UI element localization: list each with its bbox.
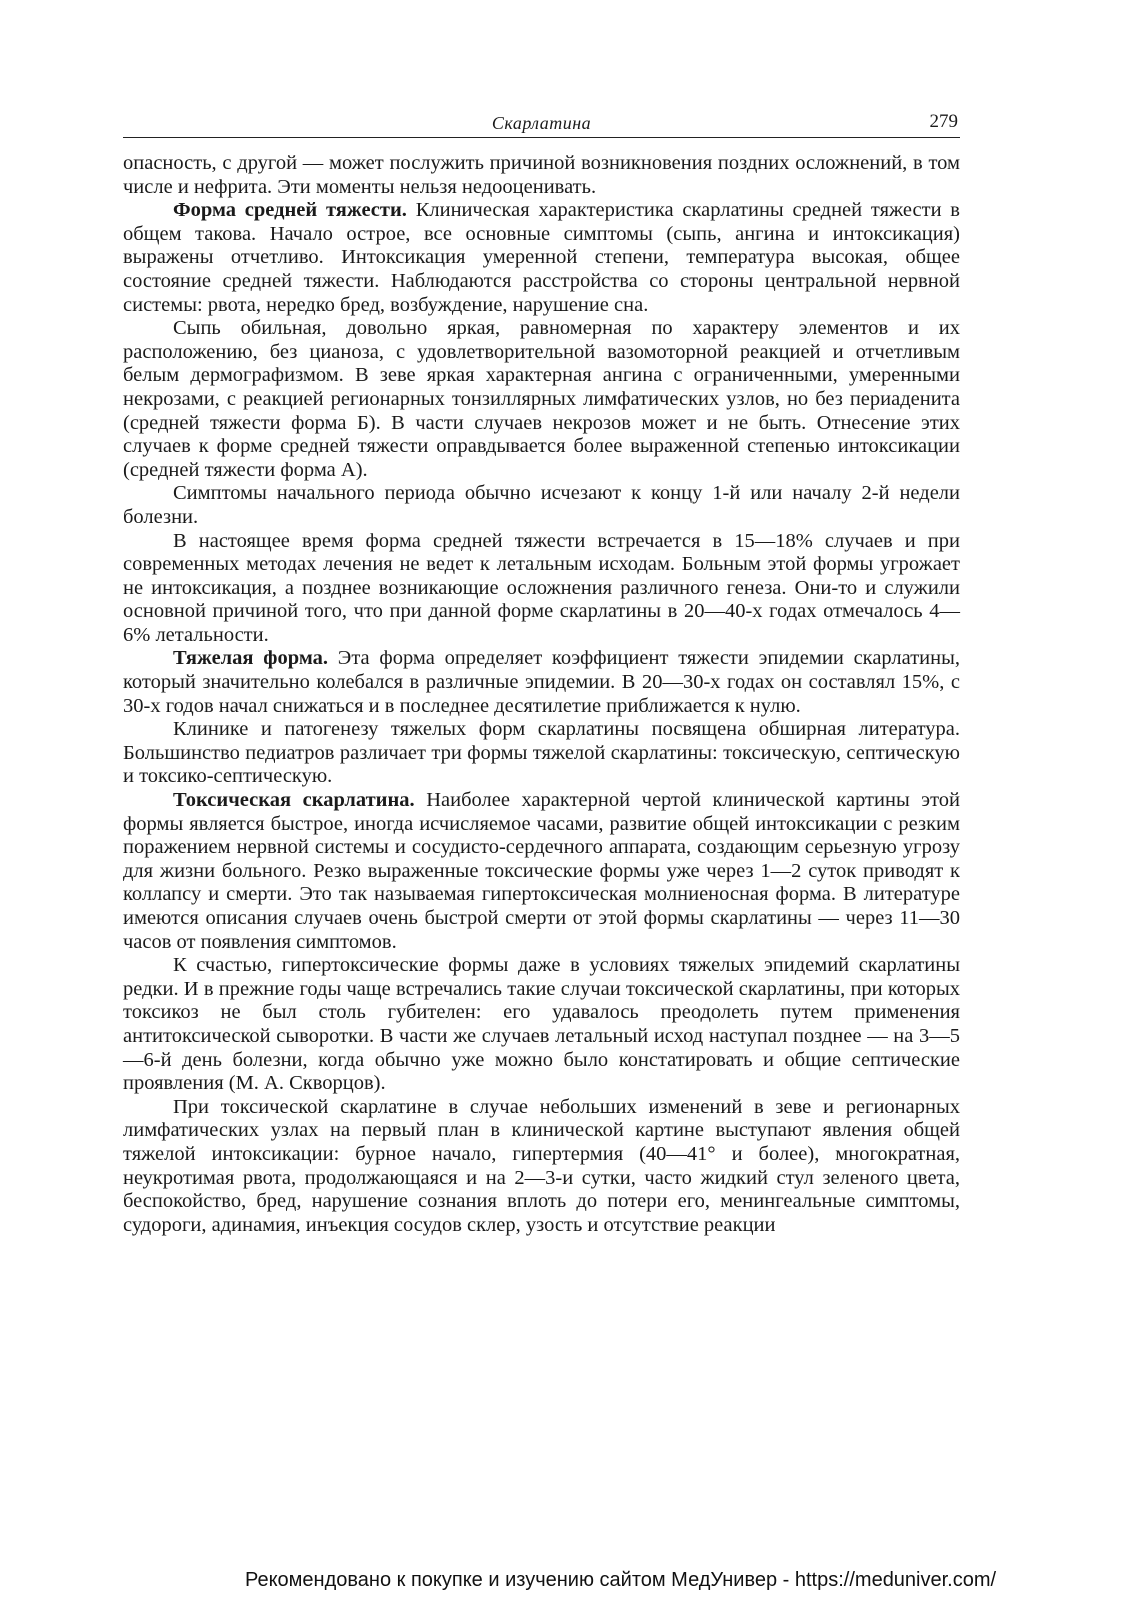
paragraph-text: Симптомы начального периода обычно исчезают к концу 1-й или началу 2-й недели болезни. [123, 482, 960, 528]
paragraph [123, 199, 960, 317]
paragraph-text: К счастью, гипертоксические формы даже в условиях тяжелых эпидемий скарлатины редки. И в прежние годы чаще встречались такие случаи токсической скарлатины, при которых токсикоз не был столь губителен: его удавалось преодолеть путем применения антитоксической сыворотки. В части же случаев летальный исход наступал позднее — на 3—5—6-й день болезни, когда обычно уже можно было констатировать и общие септические проявления (М. А. Скворцов). [123, 954, 960, 1095]
paragraph-text: опасность, с другой — может послужить причиной возникновения поздних осложнений, в том числе и нефрита. Эти моменты нельзя недооценивать. [123, 152, 960, 198]
section-heading: Форма средней тяжести. [173, 199, 407, 222]
footer-note-text: Рекомендовано к покупке и изучению сайтом МедУнивер - [245, 1569, 795, 1591]
paragraph [123, 718, 960, 789]
paragraph-text: При токсической скарлатине в случае небольших изменений в зеве и регионарных лимфатических узлах на первый план в клинической картине выступают явления общей тяжелой интоксикации: бурное начало, гипертермия (40—41° и более), многократная, неукротимая рвота, продолжающаяся и на 2—3-и сутки, часто жидкий стул зеленого цвета, беспокойство, бред, нарушение сознания вплоть до потери его, менингеальные симптомы, судороги, адинамия, инъекция сосудов склер, узость и отсутствие реакции [123, 1095, 960, 1236]
footer-link[interactable]: https://meduniver.com/ [794, 1569, 997, 1591]
paragraph [123, 317, 960, 482]
running-title: Скарлатина [491, 113, 592, 133]
paragraph-text: В настоящее время форма средней тяжести встречается в 15—18% случаев и при современных методах лечения не ведет к летальным исходам. Больным этой формы угрожает не интоксикация, а позднее возникающие осложнения различного генеза. Они-то и служили основной причиной того, что при данной форме скарлатины в 20—40-х годах отмечалось 4—6% летальности. [123, 529, 960, 646]
paragraph-text: Сыпь обильная, довольно яркая, равномерная по характеру элементов и их расположению, без цианоза, с удовлетворительной вазомоторной реакцией и отчетливым белым дермографизмом. В зеве яркая характерная ангина с ограниченными, умеренными некрозами, с реакцией регионарных тонзиллярных лимфатических узлов, но без периаденита (средней тяжести форма Б). В части случаев некрозов может и не быть. Отнесение этих случаев к форме средней тяжести оправдывается более выраженной степенью интоксикации (средней тяжести форма А). [123, 317, 960, 481]
paragraph [123, 954, 960, 1096]
paragraph-text: Эта форма определяет коэффициент тяжести эпидемии скарлатины, который значительно колебался в различные эпидемии. В 20—30-х годах он составлял 15%, с 30-х годов начал снижаться и в последнее десятилетие приближается к нулю. [123, 647, 961, 717]
paragraph [123, 647, 960, 718]
paragraph-text: Клиническая характеристика скарлатины средней тяжести в общем такова. Начало острое, все основные симптомы (сыпь, ангина и интоксикация) выражены отчетливо. Интоксикация умеренной степени, температура высокая, общее состояние средней тяжести. Наблюдаются расстройства со стороны центральной нервной системы: рвота, нередко бред, возбуждение, нарушение сна. [123, 199, 960, 316]
paragraph [123, 789, 960, 954]
page-number: 279 [929, 111, 958, 132]
paragraph [123, 152, 960, 199]
section-heading: Тяжелая форма. [173, 647, 329, 670]
paragraph [123, 530, 960, 648]
footer-watermark [245, 1569, 996, 1592]
body-text [123, 152, 960, 1237]
paragraph [123, 482, 960, 529]
paragraph-text: Наиболее характерной чертой клинической картины этой формы является быстрое, иногда исчисляемое часами, развитие общей интоксикации с резким поражением нервной системы и сосудисто-сердечного аппарата, создающим серьезную угрозу для жизни больного. Резко выраженные токсические формы уже через 1—2 суток приводят к коллапсу и смерти. Это так называемая гипертоксическая молниеносная форма. В литературе имеются описания случаев очень быстрой смерти от этой формы скарлатины — через 11—30 часов от появления симптомов. [123, 789, 960, 953]
page-header [123, 111, 960, 138]
paragraph [123, 1096, 960, 1238]
paragraph-text: Клинике и патогенезу тяжелых форм скарлатины посвящена обширная литература. Большинство педиатров различает три формы тяжелой скарлатины: токсическую, септическую и токсико-септическую. [123, 718, 960, 788]
section-heading: Токсическая скарлатина. [173, 789, 415, 812]
